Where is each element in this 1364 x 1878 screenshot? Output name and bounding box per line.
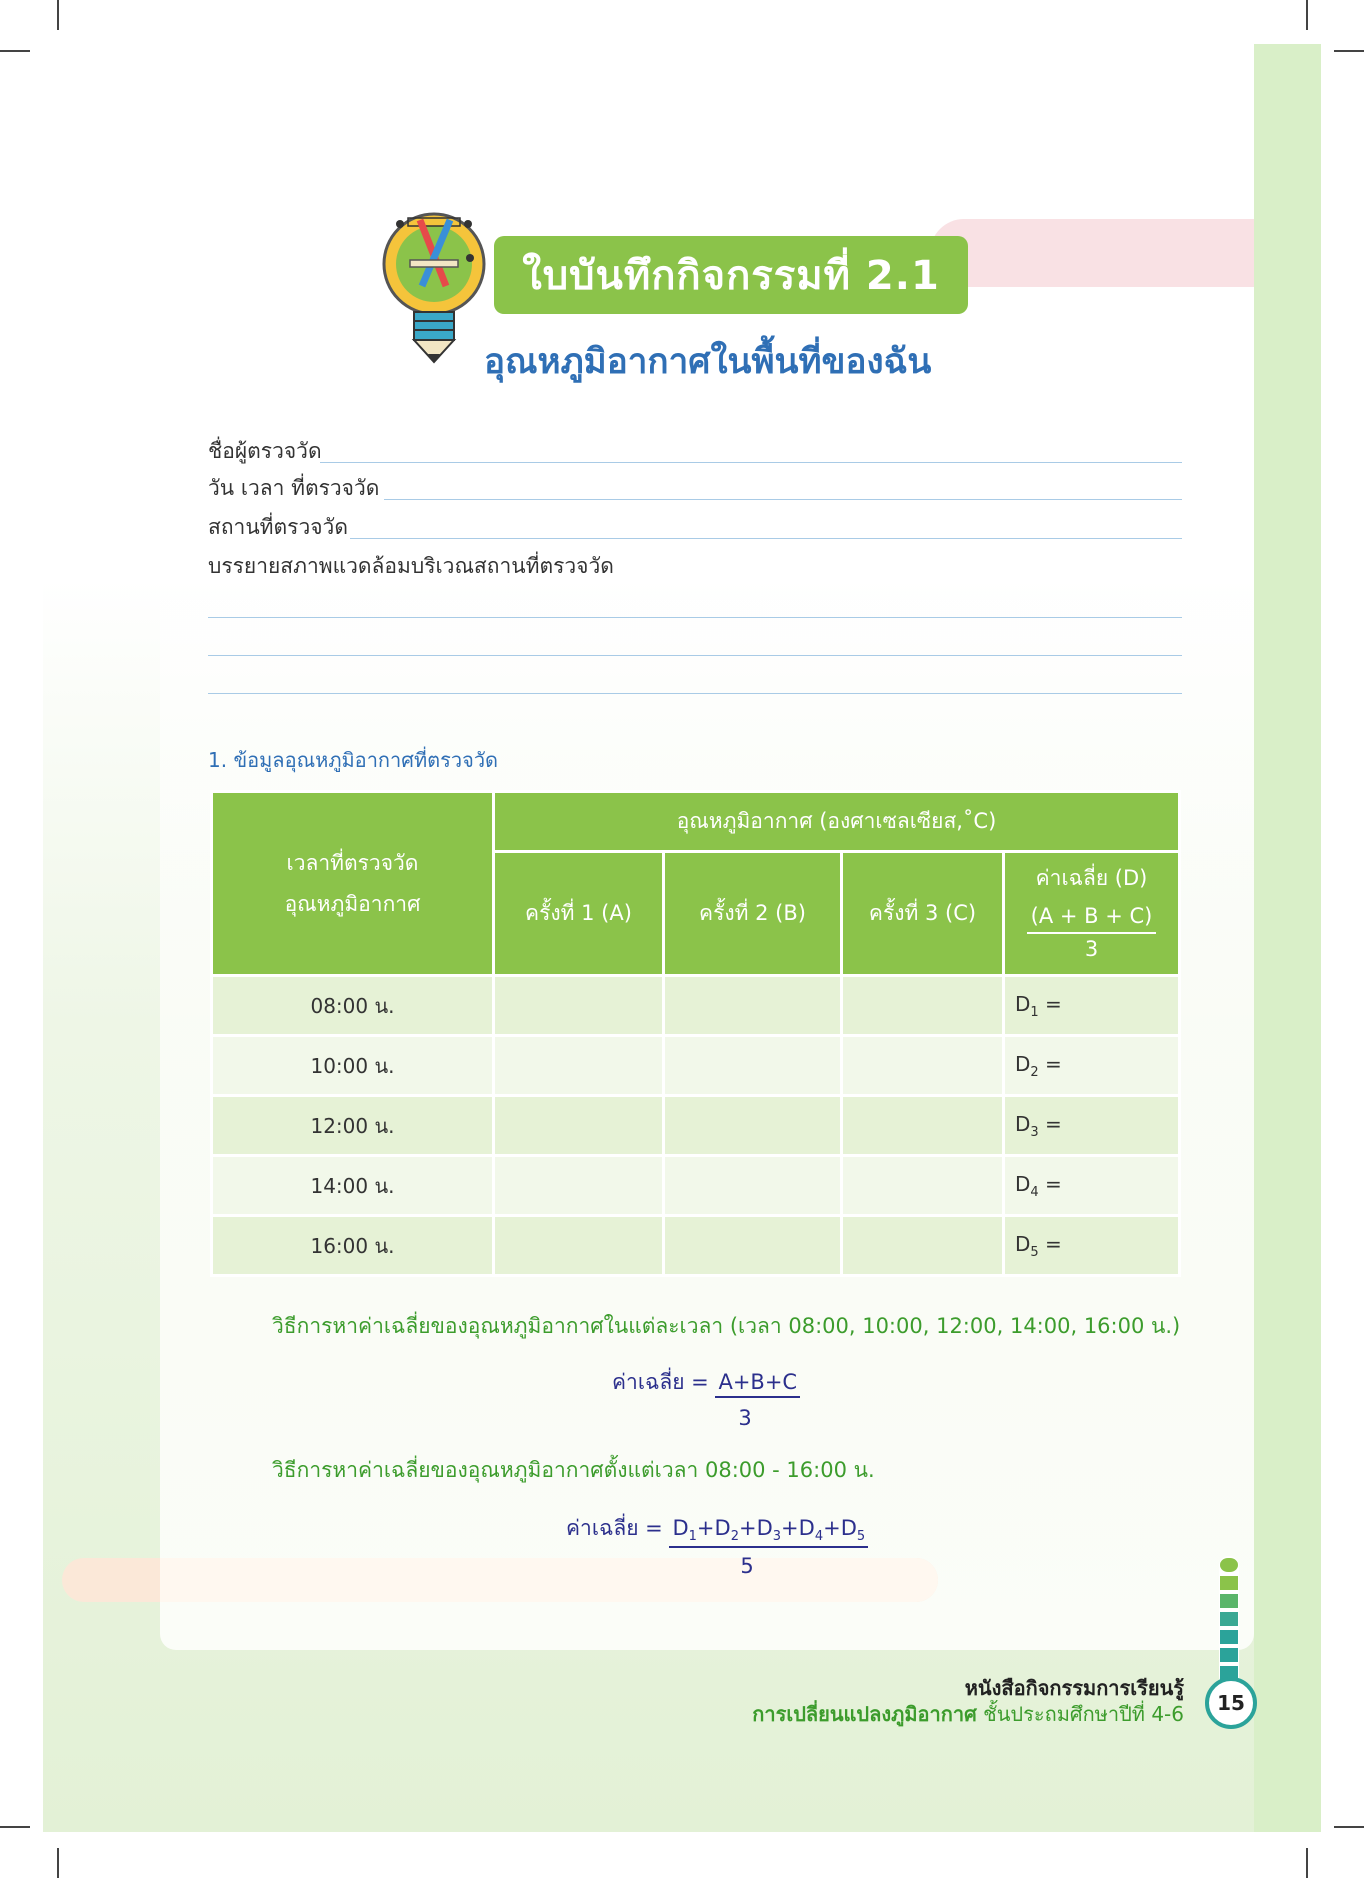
input-cell-b[interactable] [664, 976, 842, 1036]
average-symbol: D [1015, 1231, 1031, 1256]
row-time: 10:00 น. [212, 1036, 494, 1096]
table-row [212, 1036, 1180, 1096]
input-cell-c[interactable] [842, 1096, 1004, 1156]
average-equals: = [1038, 1231, 1062, 1256]
formula-2-subscript: 1 [688, 1529, 697, 1545]
observer-name-label: ชื่อผู้ตรวจวัด [208, 439, 322, 463]
formula-2-term: +D [823, 1516, 857, 1540]
average-cell[interactable] [1004, 1156, 1180, 1216]
col-d-numerator: (A + B + C) [1027, 901, 1157, 935]
average-cell[interactable] [1004, 1096, 1180, 1156]
formula-2 [566, 1512, 868, 1548]
input-cell-b[interactable] [664, 1156, 842, 1216]
average-symbol: D [1015, 1051, 1031, 1076]
formula-2-lhs: ค่าเฉลี่ย = [566, 1516, 663, 1540]
footer-grade: ชั้นประถมศึกษาปีที่ 4-6 [976, 1702, 1184, 1726]
average-symbol: D [1015, 991, 1031, 1016]
col-d-fraction [1027, 901, 1157, 966]
formula-2-subscript: 2 [730, 1529, 739, 1545]
row-time: 16:00 น. [212, 1216, 494, 1276]
footer-topic-line [752, 1698, 1184, 1730]
row-time: 14:00 น. [212, 1156, 494, 1216]
average-subscript: 2 [1030, 1064, 1039, 1080]
temperature-table [210, 790, 1181, 1277]
formula-1 [612, 1366, 800, 1399]
col-d-title: ค่าเฉลี่ย (D) [1035, 865, 1148, 890]
time-header-line1: เวลาที่ตรวจวัด [286, 850, 419, 875]
crop-mark [1334, 50, 1364, 52]
table-row [212, 1096, 1180, 1156]
average-subscript: 3 [1030, 1124, 1039, 1140]
input-cell-b[interactable] [664, 1096, 842, 1156]
time-header-line2: อุณหภูมิอากาศ [284, 891, 421, 916]
footer-topic: การเปลี่ยนแปลงภูมิอากาศ [752, 1702, 977, 1726]
environment-line-3[interactable] [208, 693, 1182, 694]
average-cell[interactable] [1004, 1036, 1180, 1096]
input-cell-a[interactable] [494, 1096, 664, 1156]
average-subscript: 5 [1030, 1244, 1039, 1260]
thermometer-icon [1218, 1556, 1240, 1690]
crop-mark [1306, 1848, 1308, 1878]
input-cell-a[interactable] [494, 1036, 664, 1096]
environment-line-2[interactable] [208, 655, 1182, 656]
page-number: 15 [1205, 1677, 1257, 1729]
temperature-group-header: อุณหภูมิอากาศ (องศาเซลเซียส,˚C) [494, 792, 1180, 852]
place-label: สถานที่ตรวจวัด [208, 515, 348, 539]
datetime-line[interactable] [384, 499, 1182, 500]
input-cell-b[interactable] [664, 1216, 842, 1276]
crop-mark [1334, 1826, 1364, 1828]
formula-2-numerator [669, 1516, 868, 1548]
average-equals: = [1038, 1051, 1062, 1076]
average-equals: = [1038, 991, 1062, 1016]
input-cell-a[interactable] [494, 1216, 664, 1276]
average-symbol: D [1015, 1171, 1031, 1196]
input-cell-c[interactable] [842, 1216, 1004, 1276]
input-cell-c[interactable] [842, 1156, 1004, 1216]
table-row [212, 1216, 1180, 1276]
formula-2-denominator: 5 [740, 1554, 754, 1578]
place-line[interactable] [350, 538, 1182, 539]
average-equals: = [1038, 1171, 1062, 1196]
time-column-header [212, 792, 494, 976]
footer-book-title: หนังสือกิจกรรมการเรียนรู้ [964, 1676, 1184, 1700]
crop-mark [57, 0, 59, 30]
table-row [212, 1156, 1180, 1216]
input-cell-a[interactable] [494, 1156, 664, 1216]
average-cell[interactable] [1004, 976, 1180, 1036]
method-2-text: วิธีการหาค่าเฉลี่ยของอุณหภูมิอากาศตั้งแต่เวลา 08:00 - 16:00 น. [272, 1458, 875, 1482]
formula-1-lhs: ค่าเฉลี่ย = [612, 1370, 709, 1394]
method-1-text: วิธีการหาค่าเฉลี่ยของอุณหภูมิอากาศในแต่ละเวลา (เวลา 08:00, 10:00, 12:00, 14:00, 16:00 น.) [272, 1314, 1181, 1338]
formula-2-subscript: 4 [814, 1529, 824, 1545]
pink-decor-band [930, 219, 1254, 287]
activity-subtitle: อุณหภูมิอากาศในพื้นที่ของฉัน [484, 342, 932, 382]
crop-mark [1306, 0, 1308, 30]
formula-1-denominator: 3 [738, 1406, 752, 1430]
average-equals: = [1038, 1111, 1062, 1136]
activity-title: ใบบันทึกกิจกรรมที่ 2.1 [494, 236, 968, 314]
formula-2-subscript: 3 [772, 1529, 782, 1545]
table-row [212, 976, 1180, 1036]
input-cell-b[interactable] [664, 1036, 842, 1096]
col-a-header: ครั้งที่ 1 (A) [494, 852, 664, 976]
input-cell-a[interactable] [494, 976, 664, 1036]
formula-2-term: +D [696, 1516, 731, 1540]
average-cell[interactable] [1004, 1216, 1180, 1276]
col-c-header: ครั้งที่ 3 (C) [842, 852, 1004, 976]
input-cell-c[interactable] [842, 1036, 1004, 1096]
crop-mark [0, 1826, 30, 1828]
col-d-denominator: 3 [1084, 937, 1099, 961]
formula-1-numerator: A+B+C [715, 1370, 800, 1398]
input-cell-c[interactable] [842, 976, 1004, 1036]
lightbulb-pencil-icon [374, 204, 502, 368]
formula-2-term: +D [781, 1516, 815, 1540]
peach-decor-overlay [160, 1558, 938, 1602]
row-time: 12:00 น. [212, 1096, 494, 1156]
datetime-label: วัน เวลา ที่ตรวจวัด [208, 476, 380, 500]
section-1-label: 1. ข้อมูลอุณหภูมิอากาศที่ตรวจวัด [208, 748, 499, 772]
row-time: 08:00 น. [212, 976, 494, 1036]
average-symbol: D [1015, 1111, 1031, 1136]
environment-label: บรรยายสภาพแวดล้อมบริเวณสถานที่ตรวจวัด [208, 554, 614, 578]
crop-mark [0, 50, 30, 52]
formula-2-term: +D [738, 1516, 773, 1540]
col-b-header: ครั้งที่ 2 (B) [664, 852, 842, 976]
environment-line-1[interactable] [208, 617, 1182, 618]
col-d-header [1004, 852, 1180, 976]
formula-2-term: D [672, 1516, 689, 1540]
right-decor-strip [1254, 44, 1321, 1832]
formula-2-subscript: 5 [856, 1529, 866, 1545]
observer-name-line[interactable] [320, 462, 1182, 463]
crop-mark [57, 1848, 59, 1878]
average-subscript: 1 [1030, 1004, 1039, 1020]
average-subscript: 4 [1030, 1184, 1039, 1200]
